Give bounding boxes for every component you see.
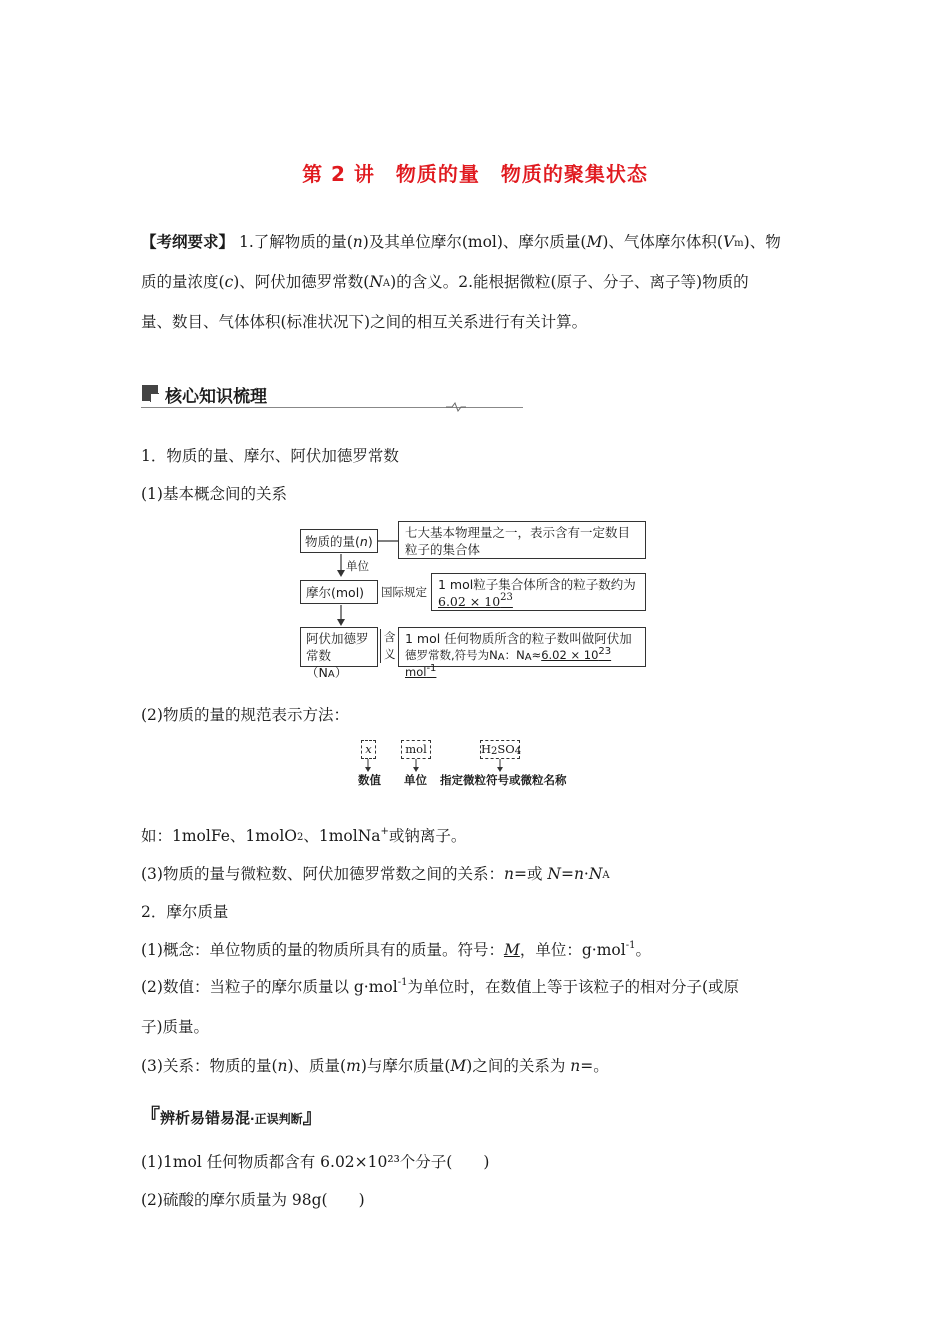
- box-mole: 摩尔(mol): [300, 580, 378, 604]
- box1-desc-2: 粒子的集合体: [405, 542, 481, 557]
- box3-desc-2c: ≈: [531, 648, 542, 662]
- box1-text: 物质的量(n): [305, 534, 373, 549]
- box-amount-desc: [398, 521, 646, 559]
- section-square-notch: [150, 393, 159, 402]
- box3-line2: [306, 647, 372, 681]
- unit-label: 单位: [346, 559, 369, 573]
- requirements-line-3: 量、数目、气体体积(标准状况下)之间的相互关系进行有关计算。: [141, 313, 588, 331]
- connector-1: [378, 531, 400, 551]
- section-header: [141, 381, 523, 409]
- box3-desc-2: [405, 647, 639, 681]
- box1-desc-1: 七大基本物理量之一，表示含有一定数目: [405, 525, 631, 540]
- divider-zigzag-icon: [446, 401, 466, 413]
- s2-p3: (3)关系：物质的量(n)、质量(m)与摩尔质量(M)之间的关系为 n=。: [141, 1057, 609, 1075]
- box3-desc-2-sub1: A: [497, 652, 505, 663]
- s1-sub2: (2)物质的量的规范表示方法：: [141, 706, 349, 724]
- box3-desc-2-sub2: A: [524, 652, 532, 663]
- judge-title: 辨析易错易混: [160, 1109, 251, 1127]
- s1-sub3: (3)物质的量与微粒数、阿伏加德罗常数之间的关系：n=或 $N=n\cdot N_A$: [141, 865, 610, 883]
- box3-desc-2a: 德罗常数,符号为N: [405, 648, 498, 662]
- s2-p1: (1)概念：单位物质的量的物质所具有的质量。符号：M，单位：g·mol$^{-1}$。: [141, 940, 651, 959]
- box2-desc-1: 1 mol粒子集合体所含的粒子数约为: [438, 577, 636, 592]
- notation-x-box: x: [361, 740, 376, 759]
- box3-line2-end: ）: [334, 665, 348, 680]
- box-avogadro: [300, 627, 378, 680]
- s2-heading: 2．摩尔质量: [141, 903, 229, 921]
- box3-tag-1: 含: [384, 630, 396, 644]
- box3-line2a: 常数（N: [306, 648, 332, 680]
- box3-desc-2d: 6.02 × 10: [541, 648, 599, 662]
- requirements-line-1: [141, 232, 781, 252]
- box3-desc-1: 1 mol 任何物质所含的粒子数叫做阿伏加: [405, 631, 632, 646]
- box2-desc-2-val: 6.02 × 10: [438, 594, 501, 609]
- notation-h2so4-box: $H_2SO_4$: [481, 742, 522, 757]
- arrow-down-2: [336, 605, 350, 627]
- box-avogadro-desc: [398, 627, 646, 679]
- notation-arrows: [355, 759, 595, 773]
- box3-desc-2b: ：N: [504, 648, 525, 662]
- requirements-line-2: 质的量浓度(c)、阿伏加德罗常数$(N_A)$的含义。2.能根据微粒(原子、分子、离子等)物质的: [141, 273, 749, 291]
- box3-tag: [380, 629, 396, 663]
- notation-label-h: 指定微粒符号或微粒名称: [440, 773, 567, 787]
- judge-bracket-left: 『: [140, 1104, 160, 1128]
- box2-desc-2: [438, 593, 639, 610]
- box3-line1: 阿伏加德罗: [306, 631, 369, 646]
- page-title: 第 2 讲 物质的量 物质的聚集状态: [302, 162, 648, 186]
- box-amount-of-substance: [300, 529, 378, 553]
- notation-label-mol: 单位: [404, 773, 427, 787]
- box3-line2-sub: A: [327, 669, 335, 680]
- notation-label-x: 数值: [358, 773, 381, 787]
- box2-desc-2-sup: 23: [500, 592, 513, 603]
- judge-bracket-right: 』: [302, 1104, 323, 1128]
- s1-example: 如：1molFe、1molO$_2$、1molNa+或钠离子。: [141, 826, 467, 845]
- s1-sub1: (1)基本概念间的关系: [141, 485, 287, 503]
- notation-mol-box: mol: [401, 740, 431, 759]
- s1-heading: 1．物质的量、摩尔、阿伏加德罗常数: [141, 447, 399, 465]
- box2-tag: 国际规定: [381, 585, 427, 599]
- requirements-label: 【考纲要求】: [141, 233, 235, 251]
- requirements-text-1: 1.了解物质的量(n)及其单位摩尔(mol)、摩尔质量(M)、气体摩尔体积$(V_m)$、物: [238, 233, 781, 251]
- box-mole-desc: [431, 573, 646, 611]
- concept-diagram: [298, 521, 650, 680]
- judge-subtitle: ·正误判断: [250, 1112, 303, 1126]
- judge-q2: (2)硫酸的摩尔质量为 98g( ): [141, 1191, 365, 1209]
- s2-p2a: (2)数值：当粒子的摩尔质量以 g·mol$^{-1}$为单位时，在数值上等于该粒子的相对分子(或原: [141, 977, 740, 996]
- judge-q1: (1)1mol 任何物质都含有 6.02×10²³个分子( ): [141, 1153, 490, 1171]
- s2-p2b: 子)质量。: [141, 1018, 210, 1036]
- box3-tag-2: 义: [384, 647, 396, 661]
- box3-desc-2g: -1: [426, 663, 437, 674]
- box3-desc-2f: mol: [405, 665, 427, 679]
- notation-diagram: [355, 738, 595, 794]
- section-title: 核心知识梳理: [165, 387, 267, 407]
- judge-header: [140, 1100, 323, 1129]
- box3-desc-2e: 23: [598, 646, 612, 657]
